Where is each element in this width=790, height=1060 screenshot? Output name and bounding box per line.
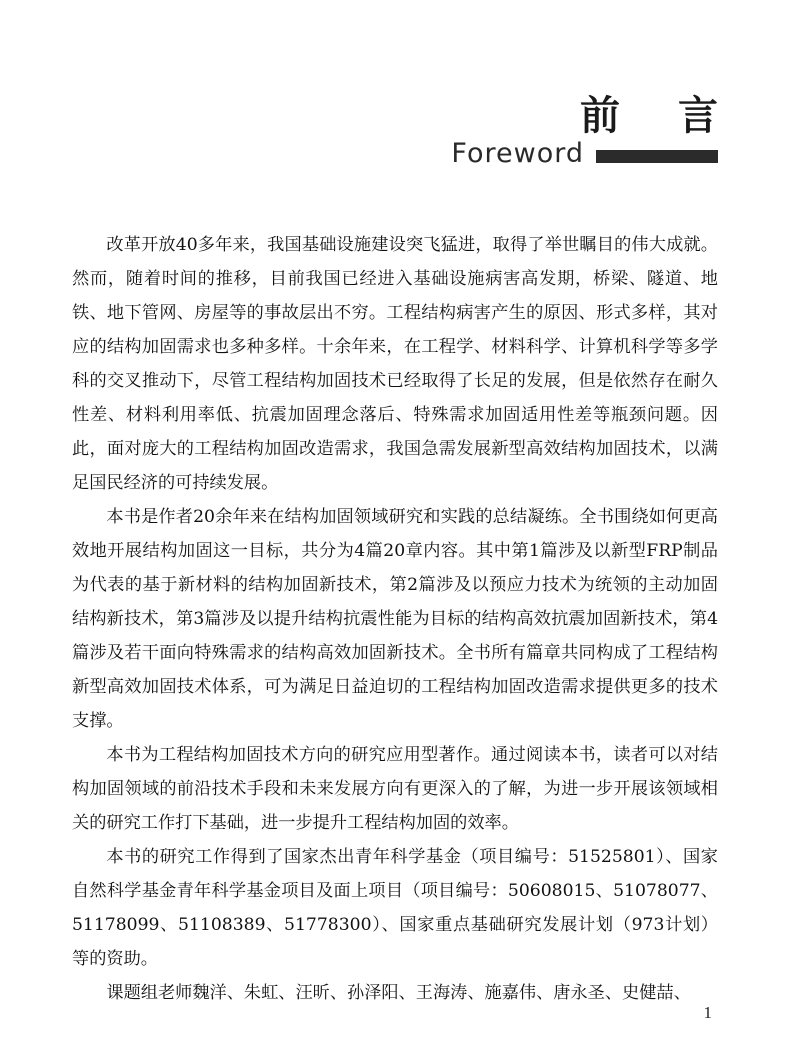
paragraph-2: 本书是作者20余年来在结构加固领域研究和实践的总结凝练。全书围绕如何更高效地开展结构加固这一目标，共分为4篇20章内容。其中第1篇涉及以新型FRP制品为代表的基于新材料的结构加固新技术，第2篇涉及以预应力技术为统领的主动加固结构新技术，第3篇涉及以提升结构抗震性能为目标的结构高效抗震加固新技术，第4篇涉及若干面向特殊需求的结构高效加固新技术。全书所有篇章共同构成了工程结构新型高效加固技术体系，可为满足日益迫切的工程结构加固改造需求提供更多的技术支撑。	[72, 507, 718, 731]
page-title: 前言	[580, 93, 776, 139]
paragraph-4: 本书的研究工作得到了国家杰出青年科学基金（项目编号：51525801）、国家自然科学基金青年科学基金项目及面上项目（项目编号：50608015、51078077、51178099、51108389、51778300）、国家重点基础研究发展计划（973计划）等的资助。	[72, 847, 718, 969]
subtitle-row	[451, 138, 718, 170]
paragraph-1: 改革开放40多年来，我国基础设施建设突飞猛进，取得了举世瞩目的伟大成就。然而，随着时间的推移，目前我国已经进入基础设施病害高发期，桥梁、隧道、地铁、地下管网、房屋等的事故层出不穷。工程结构病害产生的原因、形式多样，其对应的结构加固需求也多种多样。十余年来，在工程学、材料科学、计算机科学等多学科的交叉推动下，尽管工程结构加固技术已经取得了长足的发展，但是依然存在耐久性差、材料利用率低、抗震加固理念落后、特殊需求加固适用性差等瓶颈问题。因此，面对庞大的工程结构加固改造需求，我国急需发展新型高效结构加固技术，以满足国民经济的可持续发展。	[72, 235, 718, 493]
page-number: 1	[703, 1003, 712, 1022]
body-text	[72, 228, 718, 1010]
decorative-bar	[596, 150, 718, 163]
paragraph-5: 课题组老师魏洋、朱虹、汪昕、孙泽阳、王海涛、施嘉伟、唐永圣、史健喆、	[106, 983, 691, 1003]
paragraph-3: 本书为工程结构加固技术方向的研究应用型著作。通过阅读本书，读者可以对结构加固领域的前沿技术手段和未来发展方向有更深入的了解，为进一步开展该领域相关的研究工作打下基础，进一步提升工程结构加固的效率。	[72, 745, 718, 833]
page-subtitle: Foreword	[451, 138, 584, 169]
